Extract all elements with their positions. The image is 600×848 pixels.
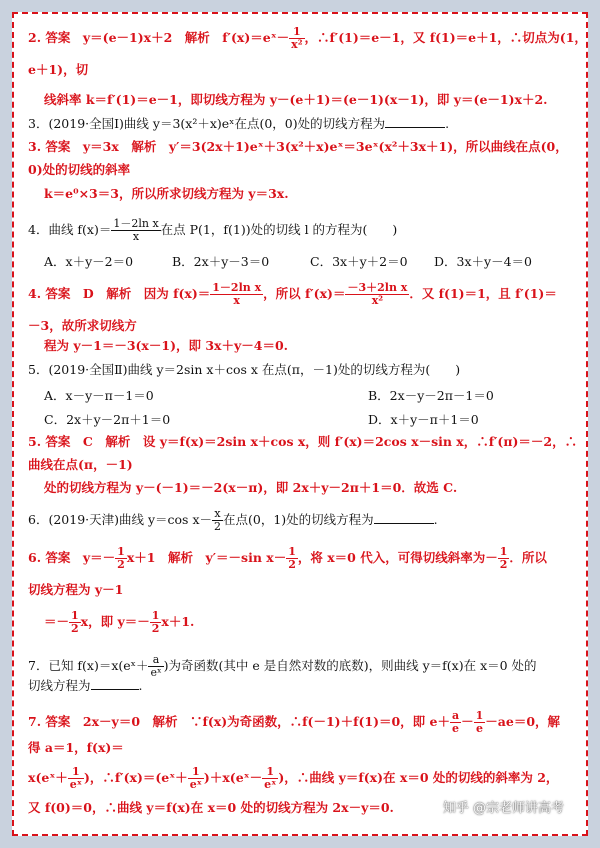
question-7-line-1: 7．已知 f(x)＝x(eˣ＋ $\frac{a}{\text{eˣ}}$ )为奇函数(其中 e 是自然对数的底数)，则曲线 y＝f(x)在 x＝0 处的 bbox=[28, 653, 537, 679]
q5-option-b: B．2x－y－2π－1＝0 bbox=[368, 388, 494, 403]
q5-option-c: C．2x＋y－2π＋1＝0 bbox=[44, 412, 171, 427]
question-4: 4．曲线 f(x)＝ $\frac{\text{1－2ln x}}{x}$ 在点 P(1，f(1))处的切线 l 的方程为( ) bbox=[28, 217, 398, 243]
answer-5-line-1: 5. 答案 C 解析 设 y＝f(x)＝2sin x＋cos x，则 f′(x)＝2cos x－sin x，∴f′(π)＝－2，∴ bbox=[28, 434, 578, 449]
watermark: 知乎 @宗老师讲高考 bbox=[442, 801, 564, 816]
answer-7-line-4: 又 f(0)＝0，∴曲线 y＝f(x)在 x＝0 处的切线方程为 2x－y＝0. bbox=[28, 800, 394, 815]
question-6: 6．(2019·天津)曲线 y＝cos x－ $\frac{x}{2}$ 在点(0，1)处的切线方程为 . bbox=[28, 507, 438, 533]
answer-4-line-2: －3，故所求切线方 bbox=[28, 318, 137, 333]
answer-6-line-3: ＝－ $\frac{1}{2}$ x，即 y＝－ $\frac{1}{2}$ x＋1. bbox=[44, 609, 195, 635]
q4-option-d: D．3x＋y－4＝0 bbox=[434, 254, 532, 269]
question-5: 5．(2019·全国Ⅱ)曲线 y＝2sin x＋cos x 在点(π，－1)处的切线方程为( ) bbox=[28, 362, 461, 377]
answer-4-line-1: 4. 答案 D 解析 因为 f(x)＝ $\frac{\text{1－2ln x}}{x}$ ，所以 f′(x)＝ $\frac{\text{－3＋2ln x}}{\text{x²}}$ ．又 f(1)＝1，且 f′(1)＝ bbox=[28, 281, 557, 307]
q4-option-a: A．x＋y－2＝0 bbox=[44, 254, 134, 269]
answer-7-line-1: 7. 答案 2x－y＝0 解析 ∵f(x)为奇函数，∴f(－1)＋f(1)＝0，即 e＋ $\frac{a}{e}$ － $\frac{1}{e}$ －ae＝0，解 bbox=[28, 709, 561, 735]
q5-option-d: D．x＋y－π＋1＝0 bbox=[368, 412, 479, 427]
answer-6-line-2: 切线方程为 y－1 bbox=[28, 582, 124, 597]
answer-5-line-2: 曲线在点(π，－1) bbox=[28, 457, 133, 472]
question-7-line-2: 切线方程为 . bbox=[28, 678, 143, 693]
answer-2-line-1: 2. 答案 y＝(e－1)x＋2 解析 f′(x)＝eˣ－ $\frac{1}{\text{x²}}$ ，∴f′(1)＝e－1，又 f(1)＝e＋1，∴切点为(1， bbox=[28, 25, 587, 51]
answer-4-line-3: 程为 y－1＝－3(x－1)，即 3x＋y－4＝0. bbox=[44, 338, 289, 353]
answer-2-line-2: e＋1)，切 bbox=[28, 62, 89, 77]
answer-6-line-1: 6. 答案 y＝－ $\frac{1}{2}$ x＋1 解析 y′＝－sin x－ $\frac{1}{2}$ ，将 x＝0 代入，可得切线斜率为－ $\frac{1}{2}$ ．所以 bbox=[28, 545, 547, 571]
question-3: 3．(2019·全国Ⅰ)曲线 y＝3(x²＋x)eˣ在点(0，0)处的切线方程为 . bbox=[28, 116, 450, 131]
answer-7-line-2: 得 a＝1，f(x)＝ bbox=[28, 740, 124, 755]
answer-2-line-3: 线斜率 k＝f′(1)＝e－1，即切线方程为 y－(e＋1)＝(e－1)(x－1)，即 y＝(e－1)x＋2. bbox=[44, 92, 548, 107]
answer-3-line-2: 0)处的切线的斜率 bbox=[28, 162, 131, 177]
answer-5-line-3: 处的切线方程为 y－(－1)＝－2(x－π)，即 2x＋y－2π＋1＝0．故选 C. bbox=[44, 480, 458, 495]
answer-3-line-3: k＝e⁰×3＝3，所以所求切线方程为 y＝3x. bbox=[44, 186, 289, 201]
answer-7-line-3: x(eˣ＋ $\frac{1}{\text{eˣ}}$ )，∴f′(x)＝(eˣ＋ $\frac{1}{\text{eˣ}}$ )＋x(eˣ－ $\frac{1}{\text{eˣ}}$ )，∴曲线 y＝f(x)在 x＝0 处的切线的斜率为 2， bbox=[28, 765, 559, 791]
answer-3-line-1: 3. 答案 y＝3x 解析 y′＝3(2x＋1)eˣ＋3(x²＋x)eˣ＝3eˣ(x²＋3x＋1)，所以曲线在点(0， bbox=[28, 139, 568, 154]
document-page bbox=[12, 12, 588, 836]
q5-option-a: A．x－y－π－1＝0 bbox=[44, 388, 154, 403]
q4-option-c: C．3x＋y＋2＝0 bbox=[310, 254, 408, 269]
q4-option-b: B．2x＋y－3＝0 bbox=[172, 254, 270, 269]
